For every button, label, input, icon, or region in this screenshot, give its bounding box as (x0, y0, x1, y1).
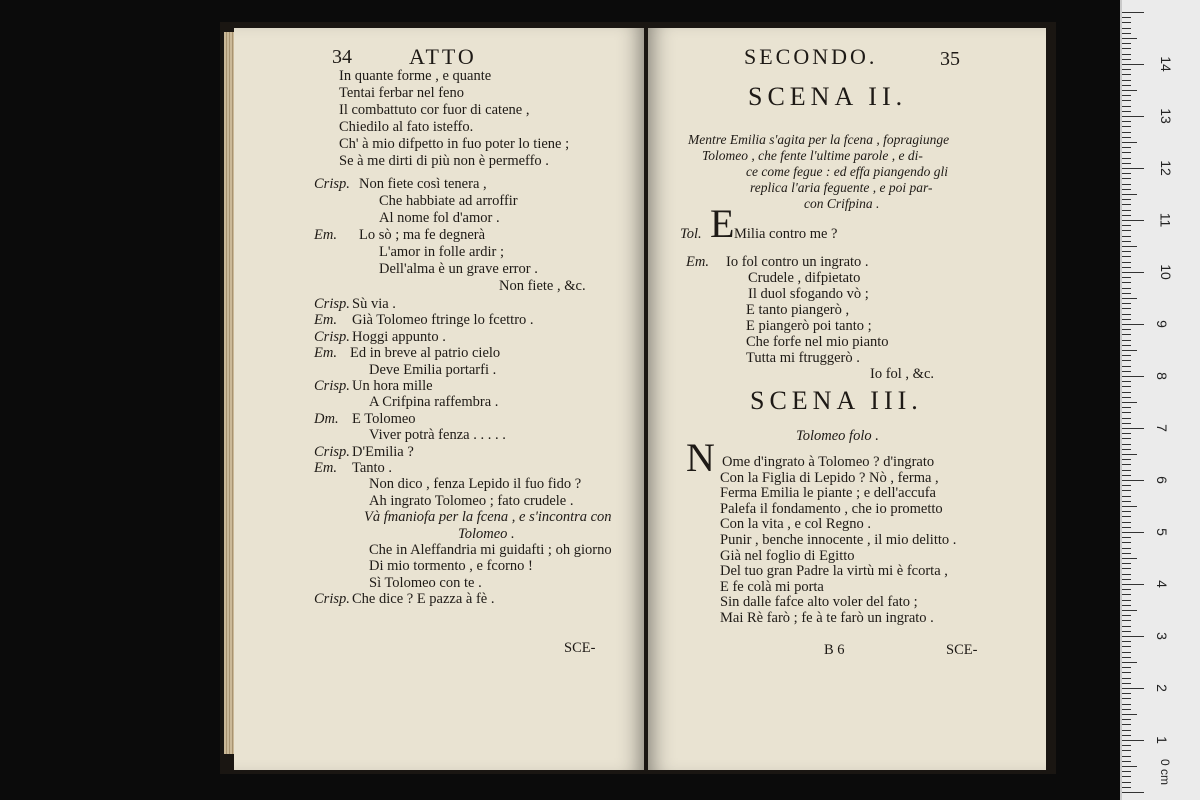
ruler-tick (1122, 459, 1131, 460)
ruler-tick (1122, 262, 1131, 263)
ruler-tick (1122, 433, 1131, 434)
ruler-tick (1122, 298, 1137, 299)
ruler-tick (1122, 584, 1144, 585)
ruler-tick (1122, 626, 1131, 627)
ruler-tick (1122, 371, 1131, 372)
ruler-tick (1122, 111, 1131, 112)
dialogue-line: Và fmaniofa per la fcena , e s'incontra con (364, 509, 612, 526)
dialogue-line: Un hora mille (352, 378, 433, 394)
speaker-label: Crisp. (314, 443, 350, 460)
ruler-number: 8 (1153, 372, 1170, 380)
stage-direction-line: ce come fegue : ed effa piangendo gli (746, 164, 949, 179)
ruler-tick (1122, 709, 1131, 710)
ruler-tick (1122, 267, 1131, 268)
speaker-label: Crisp. (314, 328, 350, 345)
speaker-label: Em. (314, 312, 337, 329)
ruler-tick (1122, 766, 1137, 767)
ruler-tick (1122, 241, 1131, 242)
verse-line: Ch' à mio difpetto in fuo poter lo tiene ; (339, 136, 570, 152)
open-book (220, 22, 1056, 774)
ruler-tick (1122, 158, 1131, 159)
verse-line: E fe colà mi porta (720, 578, 824, 595)
ruler-tick (1122, 615, 1131, 616)
ruler-tick (1122, 480, 1144, 481)
ruler-tick (1122, 610, 1137, 611)
ruler-tick (1122, 80, 1131, 81)
ruler-tick (1122, 132, 1131, 133)
ruler-tick (1122, 475, 1131, 476)
ruler-tick (1122, 329, 1131, 330)
dialogue-line: Al nome fol d'amor . (379, 210, 500, 226)
ruler-number: 10 (1157, 264, 1174, 280)
ruler-tick (1122, 636, 1144, 637)
ruler-tick (1122, 189, 1131, 190)
running-head: SECONDO. (744, 44, 878, 69)
ruler-tick (1122, 548, 1131, 549)
ruler-tick (1122, 511, 1131, 512)
measuring-ruler (1120, 0, 1200, 800)
ruler-tick (1122, 350, 1137, 351)
ruler-tick (1122, 355, 1131, 356)
ruler-tick (1122, 719, 1131, 720)
ruler-tick (1122, 522, 1131, 523)
catchword: SCE- (564, 640, 596, 656)
dialogue-line: Che forfe nel mio pianto (746, 334, 889, 350)
ruler-tick (1122, 620, 1131, 621)
ruler-tick (1122, 657, 1131, 658)
dialogue-line: E Tolomeo (352, 410, 416, 427)
ruler-tick (1122, 568, 1131, 569)
ruler-tick (1122, 428, 1144, 429)
ruler-number: 9 (1153, 320, 1170, 328)
ruler-tick (1122, 631, 1131, 632)
ruler-tick (1122, 641, 1131, 642)
ruler-tick (1122, 33, 1131, 34)
ruler-tick (1122, 85, 1131, 86)
dialogue-line: E tanto piangerò , (746, 302, 850, 318)
drop-initial: N (686, 435, 715, 480)
ruler-tick (1122, 282, 1131, 283)
ruler-tick (1122, 12, 1144, 13)
ruler-tick (1122, 272, 1144, 273)
ruler-tick (1122, 527, 1131, 528)
ruler-tick (1122, 38, 1137, 39)
ruler-tick (1122, 64, 1144, 65)
dialogue-line: Crudele , difpietato (748, 270, 861, 286)
ruler-tick (1122, 236, 1131, 237)
ruler-tick (1122, 340, 1131, 341)
ruler-tick (1122, 646, 1131, 647)
ruler-tick (1122, 652, 1131, 653)
ruler-tick (1122, 485, 1131, 486)
dialogue-line: Il duol sfogando vò ; (748, 286, 869, 302)
dialogue-line: Che habbiate ad arroffir (379, 193, 518, 209)
ruler-tick (1122, 215, 1131, 216)
speaker-label: Em. (314, 345, 337, 362)
ruler-tick (1122, 54, 1131, 55)
ruler-tick (1122, 106, 1131, 107)
dialogue-line: Ed in breve al patrio cielo (350, 345, 501, 362)
ruler-number: 3 (1153, 632, 1170, 640)
verse-line: In quante forme , e quante (339, 68, 492, 84)
dialogue-line: Non dico , fenza Lepido il fuo fido ? (369, 476, 582, 493)
ruler-tick (1122, 168, 1144, 169)
verse-line: Il combattuto cor fuor di catene , (339, 102, 530, 118)
stage-direction-line: Mentre Emilia s'agita per la fcena , fopragiunge (688, 132, 950, 147)
ruler-tick (1122, 116, 1144, 117)
ruler-tick (1122, 220, 1144, 221)
ruler-tick (1122, 438, 1131, 439)
dialogue-line: Di mio tormento , e fcorno ! (369, 558, 533, 575)
ruler-tick (1122, 605, 1131, 606)
speaker-label: Tol. (680, 226, 702, 242)
ruler-number: 7 (1153, 424, 1170, 432)
ruler-tick (1122, 563, 1131, 564)
ruler-tick (1122, 553, 1131, 554)
dialogue-line: Che in Aleffandria mi guidafti ; oh giorno (369, 542, 612, 558)
dialogue-line: Deve Emilia portarfi . (369, 361, 497, 378)
verse-line: Sin dalle fafce alto voler del fato ; (720, 594, 918, 611)
ruler-tick (1122, 308, 1131, 309)
ruler-tick (1122, 121, 1131, 122)
ruler-tick (1122, 69, 1131, 70)
ruler-tick (1122, 558, 1137, 559)
page-number: 35 (940, 48, 960, 70)
ruler-tick (1122, 407, 1131, 408)
ruler-tick (1122, 230, 1131, 231)
scene-title: SCENA III. (750, 386, 923, 415)
ruler-tick (1122, 381, 1131, 382)
ruler-tick (1122, 137, 1131, 138)
verse-line: Punir , benche innocente , il mio delitto . (720, 532, 957, 548)
ruler-tick (1122, 537, 1131, 538)
ruler-number: 13 (1157, 108, 1174, 124)
ruler-tick (1122, 59, 1131, 60)
ruler-tick (1122, 210, 1131, 211)
ruler-tick (1122, 542, 1131, 543)
speaker-label: Dm. (314, 410, 339, 427)
dialogue-line: Hoggi appunto . (352, 328, 446, 345)
ruler-tick (1122, 776, 1131, 777)
speaker-label: Em. (686, 254, 709, 270)
ruler-tick (1122, 152, 1131, 153)
ruler-tick (1122, 501, 1131, 502)
ruler-tick (1122, 22, 1131, 23)
ruler-tick (1122, 199, 1131, 200)
ruler-tick (1122, 730, 1131, 731)
ruler-tick (1122, 402, 1137, 403)
ruler-tick (1122, 90, 1137, 91)
ruler-tick (1122, 704, 1131, 705)
speaker-label: Crisp. (314, 591, 350, 608)
dialogue-line: Che dice ? E pazza à fè . (352, 591, 495, 608)
speaker-label: Crisp. (314, 296, 350, 312)
speaker-label: Crisp. (314, 378, 350, 394)
catchword: SCE- (946, 642, 978, 658)
ruler-tick (1122, 672, 1131, 673)
ruler-tick (1122, 163, 1131, 164)
signature-mark: B 6 (824, 642, 845, 658)
ruler-tick (1122, 126, 1131, 127)
verse-line: Palefa il fondamento , che io prometto (720, 500, 943, 517)
ruler-tick (1122, 100, 1131, 101)
ruler-tick (1122, 194, 1137, 195)
verse-line: Già nel foglio di Egitto (720, 547, 855, 564)
dialogue-line: Tutta mi ftruggerò . (746, 350, 860, 366)
ruler-tick (1122, 412, 1131, 413)
ruler-tick (1122, 496, 1131, 497)
ruler-tick (1122, 225, 1131, 226)
speaker-label: Em. (314, 227, 337, 243)
verse-line: Con la Figlia di Lepido ? Nò , ferma , (720, 469, 939, 486)
ruler-tick (1122, 750, 1131, 751)
dialogue-line: Non fiete così tenera , (359, 176, 487, 192)
ruler-tick (1122, 506, 1137, 507)
dialogue-line: Tanto . (352, 460, 393, 476)
ruler-tick (1122, 688, 1144, 689)
ruler-tick (1122, 454, 1137, 455)
dialogue-line: Viver potrà fenza . . . . . (369, 427, 506, 444)
ruler-number: 5 (1153, 528, 1170, 536)
ruler-tick (1122, 516, 1131, 517)
ruler-tick (1122, 698, 1131, 699)
ruler-tick (1122, 324, 1144, 325)
ruler-tick (1122, 444, 1131, 445)
ruler-tick (1122, 397, 1131, 398)
ruler-number: 14 (1157, 56, 1174, 72)
ruler-tick (1122, 147, 1131, 148)
ruler-tick (1122, 667, 1131, 668)
ruler-tick (1122, 490, 1131, 491)
ruler-tick (1122, 314, 1131, 315)
ruler-tick (1122, 418, 1131, 419)
ruler-tick (1122, 386, 1131, 387)
ruler-tick (1122, 756, 1131, 757)
ruler-tick (1122, 277, 1131, 278)
ruler-tick (1122, 43, 1131, 44)
ruler-tick (1122, 293, 1131, 294)
ruler-tick (1122, 714, 1137, 715)
ruler-tick (1122, 256, 1131, 257)
ruler-tick (1122, 303, 1131, 304)
ruler-tick (1122, 48, 1131, 49)
ruler-tick (1122, 787, 1131, 788)
verse-line: Ferma Emilia le piante ; e dell'accufa (720, 485, 936, 502)
ruler-tick (1122, 761, 1131, 762)
ruler-tick (1122, 246, 1137, 247)
dialogue-line: E piangerò poi tanto ; (746, 318, 872, 334)
ruler-tick (1122, 17, 1131, 18)
ruler-tick (1122, 782, 1131, 783)
speaker-label: Crisp. (314, 176, 350, 192)
dialogue-line: Dell'alma è un grave error . (379, 261, 538, 277)
dialogue-line: D'Emilia ? (352, 443, 414, 460)
verse-line: Ome d'ingrato à Tolomeo ? d'ingrato (722, 454, 935, 470)
ruler-number: 6 (1153, 476, 1170, 484)
ruler-tick (1122, 334, 1131, 335)
scene-title: SCENA II. (748, 82, 908, 111)
dialogue-line: Non fiete , &c. (499, 278, 586, 294)
speaker-label: Em. (314, 460, 337, 476)
ruler-tick (1122, 366, 1131, 367)
dialogue-line: Ah ingrato Tolomeo ; fato crudele . (369, 492, 574, 509)
ruler-tick (1122, 683, 1131, 684)
ruler-tick (1122, 745, 1131, 746)
ruler-tick (1122, 184, 1131, 185)
ruler-tick (1122, 95, 1131, 96)
ruler-tick (1122, 142, 1137, 143)
verse-line: Se à me dirti di più non è permeffo . (339, 153, 549, 169)
ruler-tick (1122, 319, 1131, 320)
ruler-tick (1122, 204, 1131, 205)
ruler-tick (1122, 792, 1144, 793)
ruler-tick (1122, 724, 1131, 725)
ruler-number: 12 (1157, 160, 1174, 176)
left-page (234, 28, 644, 770)
verse-line: Mai Rè farò ; fe à te farò un ingrato . (720, 610, 934, 626)
ruler-tick (1122, 594, 1131, 595)
ruler-tick (1122, 678, 1131, 679)
ruler-tick (1122, 376, 1144, 377)
ruler-tick (1122, 392, 1131, 393)
ruler-tick (1122, 288, 1131, 289)
stage-direction-line: replica l'aria feguente , e poi par- (750, 180, 933, 195)
stage-direction-line: Tolomeo , che fente l'ultime parole , e di- (702, 148, 923, 163)
verse-line: Chiedilo al fato isteffo. (339, 119, 474, 135)
ruler-tick (1122, 735, 1131, 736)
ruler-tick (1122, 771, 1131, 772)
ruler-tick (1122, 589, 1131, 590)
dialogue-line: Io fol contro un ingrato . (726, 254, 869, 270)
drop-initial: E (710, 201, 735, 246)
dialogue-line: Tolomeo . (458, 525, 515, 542)
ruler-tick (1122, 532, 1144, 533)
dialogue-line: Già Tolomeo ftringe lo fcettro . (352, 312, 534, 329)
ruler-tick (1122, 28, 1131, 29)
ruler-number: 2 (1153, 684, 1170, 692)
dialogue-line: Milia contro me ? (734, 226, 838, 242)
ruler-tick (1122, 470, 1131, 471)
ruler-tick (1122, 178, 1131, 179)
ruler-tick (1122, 574, 1131, 575)
verse-line: Con la vita , e col Regno . (720, 516, 872, 533)
ruler-tick (1122, 662, 1137, 663)
dialogue-line: Io fol , &c. (870, 366, 935, 382)
dialogue-line: Lo sò ; ma fe degnerà (359, 227, 486, 243)
ruler-tick (1122, 74, 1131, 75)
dialogue-line: A Crifpina raffembra . (369, 394, 499, 411)
scene-subtitle: Tolomeo folo . (796, 428, 879, 444)
ruler-tick (1122, 579, 1131, 580)
ruler-number: 4 (1153, 580, 1170, 588)
ruler-tick (1122, 423, 1131, 424)
ruler-tick (1122, 740, 1144, 741)
ruler-tick (1122, 449, 1131, 450)
ruler-tick (1122, 251, 1131, 252)
ruler-number: 1 (1153, 736, 1170, 744)
ruler-tick (1122, 693, 1131, 694)
ruler-unit-label: 0 cm (1158, 758, 1173, 786)
right-page (648, 28, 1046, 770)
ruler-tick (1122, 464, 1131, 465)
page-number: 34 (332, 46, 352, 68)
ruler-tick (1122, 600, 1131, 601)
dialogue-line: Sù via . (352, 296, 396, 312)
dialogue-line: Sì Tolomeo con te . (369, 574, 482, 591)
ruler-tick (1122, 173, 1131, 174)
stage-direction-line: con Crifpina . (804, 196, 880, 211)
running-head: ATTO (409, 44, 477, 69)
verse-line: Tentai ferbar nel feno (339, 85, 464, 101)
ruler-number: 11 (1157, 212, 1174, 228)
verse-line: Del tuo gran Padre la virtù mi è fcorta , (720, 563, 948, 580)
ruler-tick (1122, 345, 1131, 346)
ruler-tick (1122, 360, 1131, 361)
dialogue-line: L'amor in folle ardir ; (379, 244, 505, 260)
